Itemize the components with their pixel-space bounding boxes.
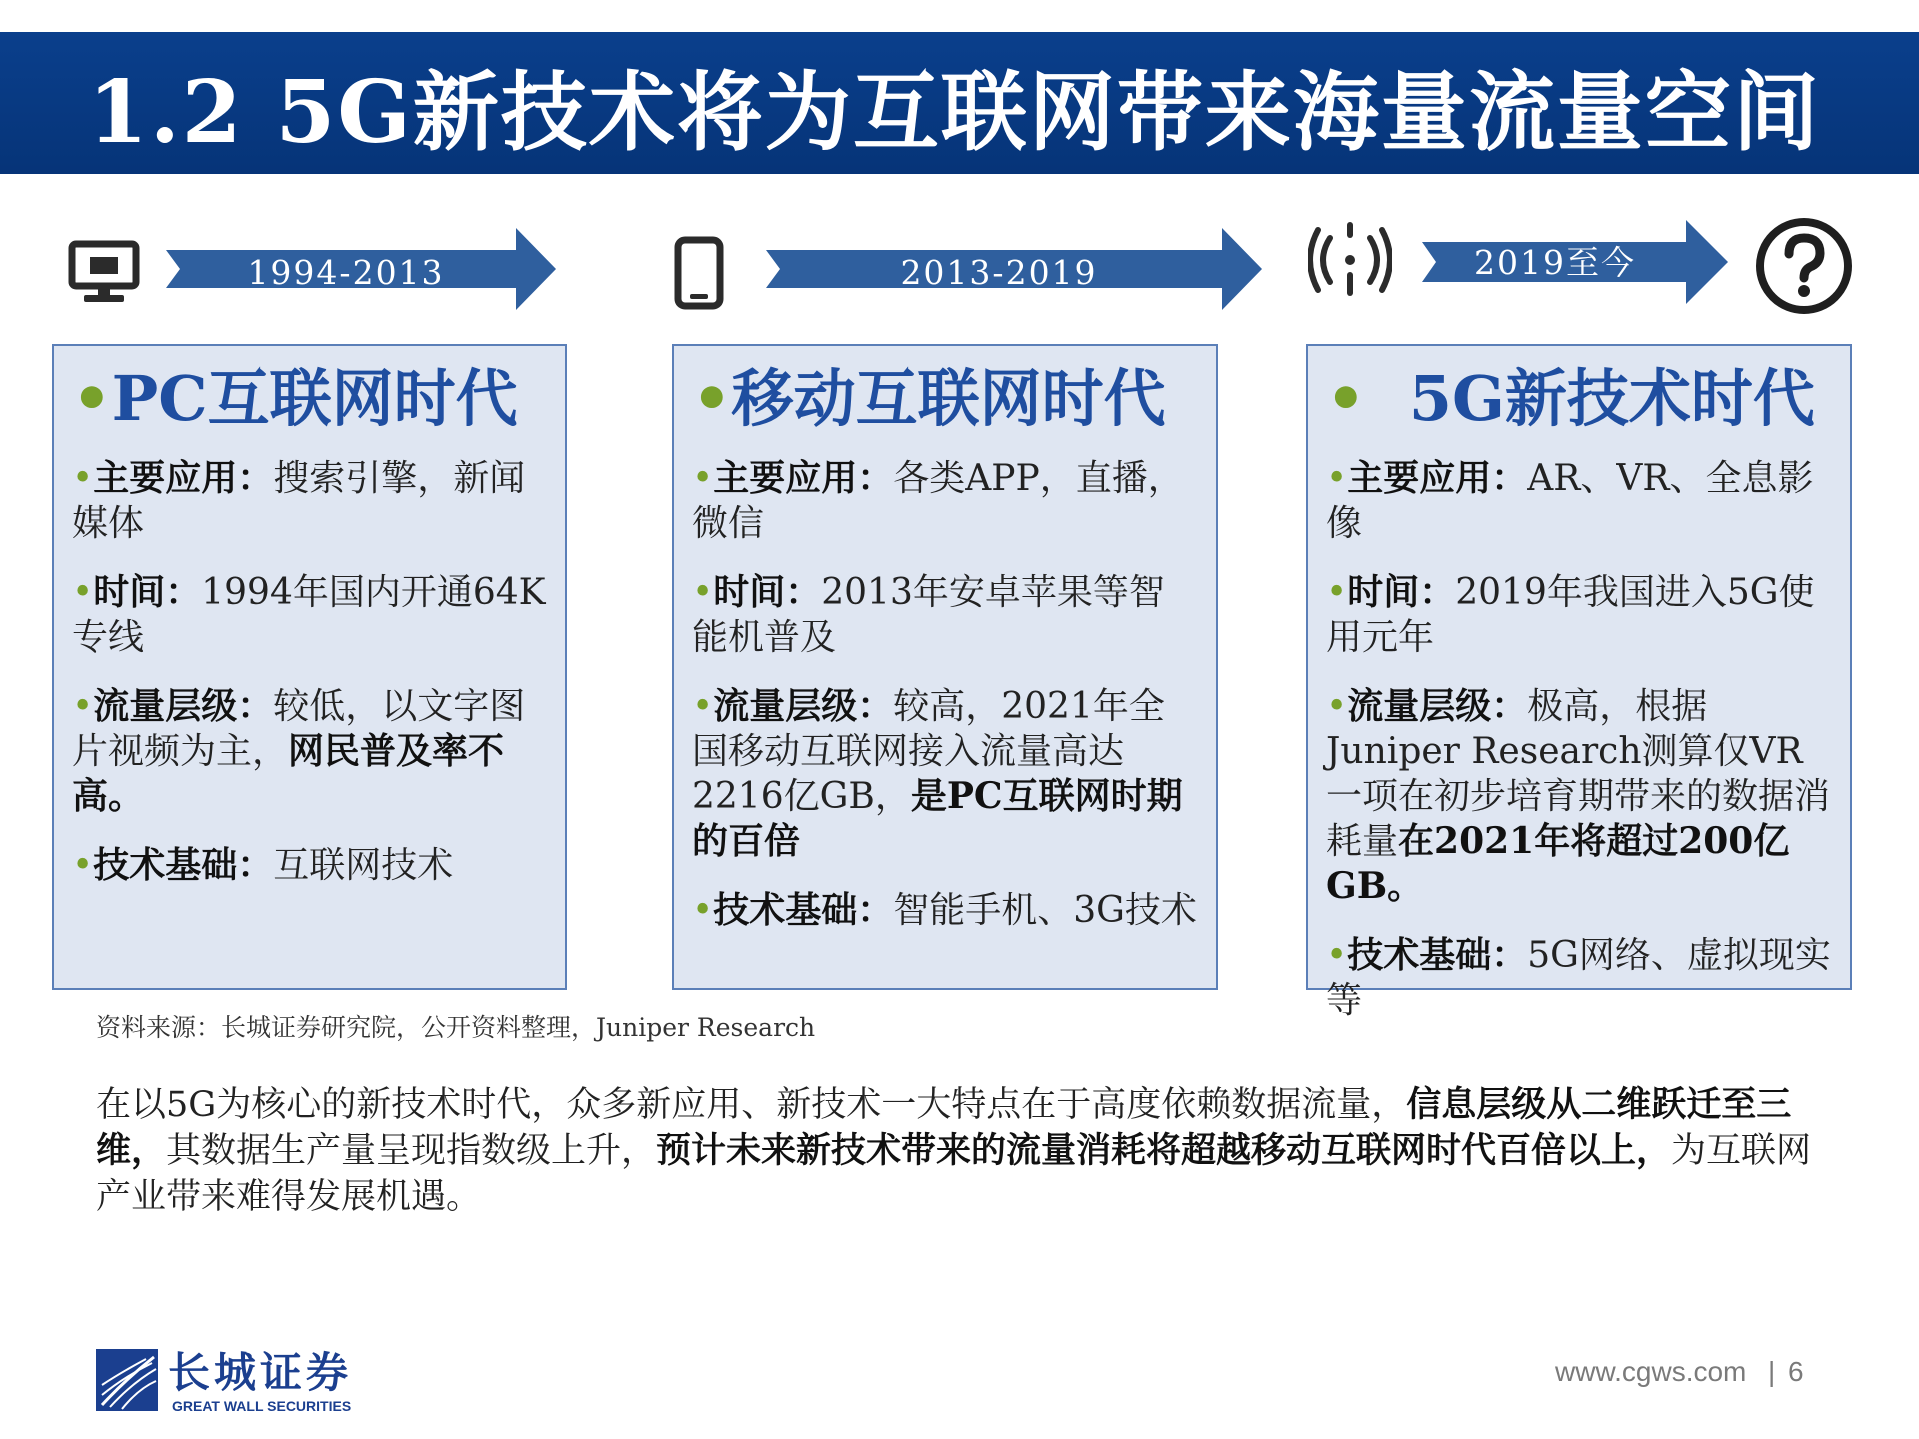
wireless-signal-icon (1308, 218, 1392, 302)
item-label: 技术基础： (713, 889, 894, 931)
panel-title (692, 362, 1166, 436)
company-name-cn: 长城证券 (168, 1348, 353, 1397)
item-tech-basis (72, 843, 547, 888)
bullet-dot: • (1326, 572, 1348, 613)
bullet-dot: • (692, 686, 714, 727)
item-label: 时间： (713, 571, 822, 613)
item-text: 2013年安卓苹果等智能机普及 (692, 572, 1165, 658)
page-title: 1.2 5G新技术将为互联网带来海量流量空间 (88, 62, 1821, 163)
item-text: 2019年我国进入5G使用元年 (1326, 572, 1815, 658)
summary-text: 在以5G为核心的新技术时代，众多新应用、新技术一大特点在于高度依赖数据流量， (96, 1085, 1407, 1125)
item-label: 流量层级： (1347, 685, 1528, 727)
item-text-bold: 是PC互联网时期的百倍 (692, 775, 1183, 862)
panel-body (1326, 456, 1832, 1047)
item-text: 互联网技术 (273, 845, 454, 886)
panel-title-text: 移动互联网时代 (731, 362, 1166, 435)
panel-mobile-internet (672, 344, 1218, 990)
page-number: 6 (1788, 1356, 1804, 1387)
item-traffic-level (72, 684, 547, 819)
panel-title-text: 5G新技术时代 (1408, 362, 1815, 435)
item-text: 较高，2021年全国移动互联网接入流量高达2216亿GB， (692, 686, 1165, 817)
summary-text: 其数据生产量呈现指数级上升， (166, 1131, 657, 1171)
item-time (692, 570, 1198, 660)
smartphone-icon (674, 236, 724, 310)
bullet-dot: • (1326, 458, 1348, 499)
summary-bold: 预计未来新技术带来的流量消耗将超越移动互联网时代百倍以上， (656, 1130, 1672, 1171)
company-logo-icon (96, 1349, 158, 1411)
item-text: 智能手机、3G技术 (893, 890, 1197, 931)
bullet-dot: • (692, 890, 714, 931)
panel-5g-tech (1306, 344, 1852, 1021)
item-label: 技术基础： (93, 844, 274, 886)
item-text: AR、VR、全息影像 (1326, 458, 1814, 544)
item-main-application (1326, 456, 1832, 546)
item-text: 1994年国内开通64K专线 (72, 572, 546, 658)
item-label: 时间： (93, 571, 202, 613)
panel-body (692, 456, 1198, 957)
bullet-dot: • (1326, 935, 1348, 976)
item-tech-basis (692, 888, 1198, 933)
bullet-dot: • (1326, 686, 1348, 727)
item-tech-basis (1326, 933, 1832, 1023)
bullet-dot: • (72, 845, 94, 886)
item-traffic-level (692, 684, 1198, 864)
item-label: 时间： (1347, 571, 1456, 613)
source-note: 资料来源：长城证券研究院，公开资料整理，Juniper Research (96, 1013, 816, 1042)
summary-paragraph (96, 1082, 1826, 1220)
footer-separator: | (1768, 1356, 1776, 1387)
item-text: 较低，以文字图片视频为主， (72, 686, 526, 772)
panel-title (72, 362, 518, 436)
item-label: 流量层级： (713, 685, 894, 727)
bullet-dot: • (72, 686, 94, 727)
item-time (72, 570, 547, 660)
item-label: 主要应用： (93, 457, 274, 499)
timeline-period-2: 2013-2019 (900, 253, 1098, 292)
item-main-application (692, 456, 1198, 546)
bullet-dot: • (692, 362, 732, 435)
desktop-computer-icon (68, 240, 140, 304)
bullet-dot: • (692, 458, 714, 499)
item-traffic-level (1326, 684, 1832, 909)
item-label: 主要应用： (713, 457, 894, 499)
question-mark-icon (1754, 216, 1854, 316)
footer-url: www.cgws.com (1555, 1356, 1747, 1387)
panel-pc-internet (52, 344, 567, 990)
item-text: 极高，根据Juniper Research测算仅VR一项在初步培育期带来的数据消耗量 (1326, 686, 1831, 862)
item-text-bold: 网民普及率不高。 (72, 730, 505, 817)
timeline-period-3: 2019至今 (1474, 243, 1636, 282)
panel-title-text: PC互联网时代 (111, 362, 518, 435)
bullet-dot: • (72, 362, 112, 435)
panel-body (72, 456, 547, 912)
panel-title (1326, 362, 1815, 436)
bullet-dot: • (72, 572, 94, 613)
item-text: 搜索引擎，新闻媒体 (72, 458, 526, 544)
summary-text: 为互联网产业带来难得发展机遇。 (96, 1131, 1812, 1217)
item-text: 各类APP，直播，微信 (692, 458, 1184, 544)
company-name-en: GREAT WALL SECURITIES (172, 1398, 352, 1414)
item-text: 5G网络、虚拟现实等 (1326, 935, 1831, 1021)
bullet-dot: • (692, 572, 714, 613)
item-text-bold: 在2021年将超过200亿GB。 (1326, 820, 1790, 907)
summary-bold: 信息层级从二维跃迁至三维， (96, 1084, 1792, 1171)
item-main-application (72, 456, 547, 546)
bullet-dot: • (1326, 362, 1366, 435)
timeline-period-1: 1994-2013 (247, 253, 445, 292)
bullet-dot: • (72, 458, 94, 499)
item-time (1326, 570, 1832, 660)
item-label: 技术基础： (1347, 934, 1528, 976)
item-label: 流量层级： (93, 685, 274, 727)
item-label: 主要应用： (1347, 457, 1528, 499)
